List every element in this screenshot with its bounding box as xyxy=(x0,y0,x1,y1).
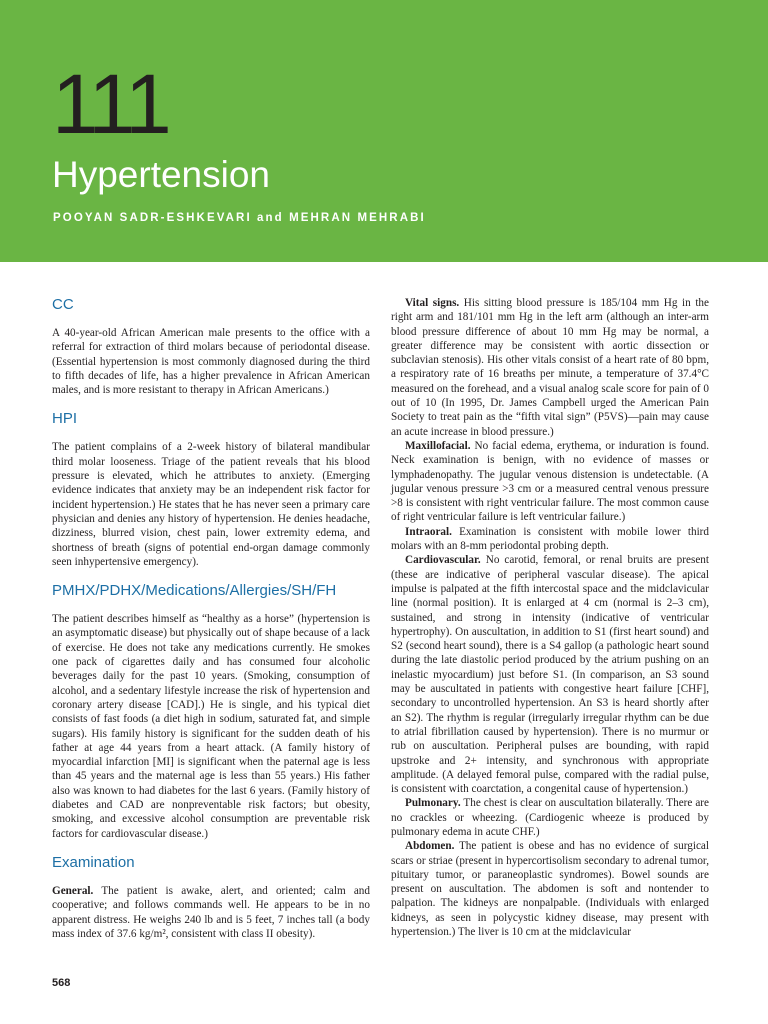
cc-paragraph: A 40-year-old African American male presents to the office with a referral for extraction of third molars because of periodontal disease. (Essential hypertension is most commonly diagnosed during the third to fifth decades of life, has a higher prevalence in African American males, and is more resistant to therapy in African Americans.) xyxy=(52,327,370,397)
cardiovascular-label: Cardiovascular. xyxy=(405,554,481,567)
pulmonary-text: The chest is clear on auscultation bilaterally. There are no crackles or wheezing. (Cardiogenic wheeze is produced by pulmonary edema in acute CHF.) xyxy=(391,797,709,838)
pulmonary-paragraph xyxy=(391,796,709,839)
pulmonary-label: Pulmonary. xyxy=(405,797,461,810)
general-label: General. xyxy=(52,884,94,897)
page-number: 568 xyxy=(52,977,71,989)
left-column xyxy=(52,296,370,941)
abdomen-paragraph xyxy=(391,839,709,939)
cardiovascular-text: No carotid, femoral, or renal bruits are present (these are indicative of peripheral vascular disease). The apical impulse is palpated at the fifth intercostal space and the midclavicular line (normal position). It is enlarged at 4 cm (normal is 2–3 cm), sustained, and strong in intensity (indicative of ventricular hypertrophy). On auscultation, in addition to S1 (first heart sound) and S2 (second heart sound), there is a S4 gallop (a pathologic heart sound during the late diastolic period produced by the atrium pushing on an inelastic myocardium) just before S1. (In comparison, an S3 sound may be auscultated in patients with congestive heart failure [CHF], secondary to uncontrolled hypertension. An S3 is heard shortly after an S2). The rhythm is regular (irregularly irregular rhythm can be due to atrial fibrillation caused by hypertension). There is no murmur or rub on auscultation. Peripheral pulses are bounding, with rapid upstroke and 2+ intensity, and synchronous with appropriate amplitude. (A delayed femoral pulse, compared with the radial pulse, is consistent with coarctation, a congenital cause of hypertension.) xyxy=(391,554,709,796)
section-heading-examination: Examination xyxy=(52,853,135,871)
intraoral-paragraph xyxy=(391,525,709,554)
maxillofacial-text: No facial edema, erythema, or induration is found. Neck examination is benign, with no evidence of masses or lymphadenopathy. The jugular venous distension is undetectable. (A jugular venous pressure >3 cm or a measured central venous pressure >8 is consistent with right ventricular failure. The most common cause of right ventricular failure is left ventricular failure.) xyxy=(391,439,709,524)
maxillofacial-label: Maxillofacial. xyxy=(405,439,471,452)
intraoral-label: Intraoral. xyxy=(405,525,452,538)
pmhx-paragraph: The patient describes himself as “healthy as a horse” (hypertension is an asymptomatic disease) but physically out of shape because of a lack of exercise. He does not take any medications currently. He smokes one pack of cigarettes daily and has consumed four alcoholic beverages daily for the past 10 years. (Smoking, consumption of alcohol, and a sedentary lifestyle increase the risk of hypertension and coronary artery disease [CAD].) He is single, and his typical diet consists of fast foods (a diet high in sodium, saturated fat, and simple sugars). His family history is significant for the sudden death of his father at age 44 years from a heart attack. (A family history of myocardial infarction [MI] is significant when the paternal age is less than 45 years and the maternal age is less than 55 years.) His father also was known to had diabetes for the last 6 years. (Family history of diabetes and CAD are nonpreventable risk factors; but obesity, smoking, and excessive alcohol consumption are preventable risk factors for cardiovascular disease.) xyxy=(52,613,370,840)
chapter-number: 111 xyxy=(52,57,168,151)
right-column xyxy=(391,296,709,939)
vitals-text: His sitting blood pressure is 185/104 mm Hg in the right arm and 181/101 mm Hg in the left arm (although an inter-arm blood pressure difference of about 10 mm Hg may be normal, a greater difference may be consistent with aortic dissection or subclavian stenosis). His other vitals consist of a heart rate of 80 bpm, a respiratory rate of 16 breaths per minute, a temperature of 37.4°C measured on the forehead, and a visual analog scale score for pain of 0 out of 10 (In 1995, Dr. James Campbell urged the American Pain Society to treat pain as the “fifth vital sign” (P5VS)—pain may cause an acute increase in blood pressure.) xyxy=(391,297,709,438)
vitals-label: Vital signs. xyxy=(405,297,460,309)
chapter-title: Hypertension xyxy=(52,154,271,195)
section-heading-hpi: HPI xyxy=(52,410,78,428)
cardiovascular-paragraph xyxy=(391,553,709,796)
intraoral-text: Examination is consistent with mobile lower third molars with an 8-mm periodontal probing depth. xyxy=(391,525,709,553)
chapter-authors: POOYAN SADR-ESHKEVARI and MEHRAN MEHRABI xyxy=(53,212,426,224)
vitals-paragraph xyxy=(391,296,709,439)
section-heading-cc: CC xyxy=(52,296,74,313)
general-text: The patient is awake, alert, and oriented; calm and cooperative; and follows commands well. He appears to be in no apparent distress. He weighs 240 lb and is 5 feet, 7 inches tall (a body mass index of 37.6 kg/m², consistent with class II obesity). xyxy=(52,884,370,940)
abdomen-label: Abdomen. xyxy=(405,840,455,853)
section-heading-pmhx: PMHX/PDHX/Medications/Allergies/SH/FH xyxy=(52,582,337,600)
maxillofacial-paragraph xyxy=(391,439,709,525)
chapter-banner xyxy=(0,0,768,262)
general-paragraph xyxy=(52,884,370,941)
abdomen-text: The patient is obese and has no evidence of surgical scars or striae (present in hypercortisolism secondary to adrenal tumor, pituitary tumor, or paraneoplastic syndromes). Bowel sounds are present on auscultation. The abdomen is soft and nontender to palpation. The kidneys are nonpalpable. (Individuals with enlarged kidneys, as seen in polycystic kidney disease, may present with hypertension.) The liver is 10 cm at the midclavicular xyxy=(391,840,709,939)
hpi-paragraph: The patient complains of a 2-week history of bilateral mandibular third molar looseness. Triage of the patient reveals that his blood pressure is elevated, which he attributes to anxiety. (Emerging evidence indicates that anxiety may be an independent risk factor for incident hypertension.) He states that he has never seen a primary care physician and denies any history of hypertension. He denies headache, dizziness, blurred vision, chest pain, lower extremity edema, and shortness of breath (signs of potential end-organ damage commonly seen inhypertensive emergency). xyxy=(52,441,370,568)
